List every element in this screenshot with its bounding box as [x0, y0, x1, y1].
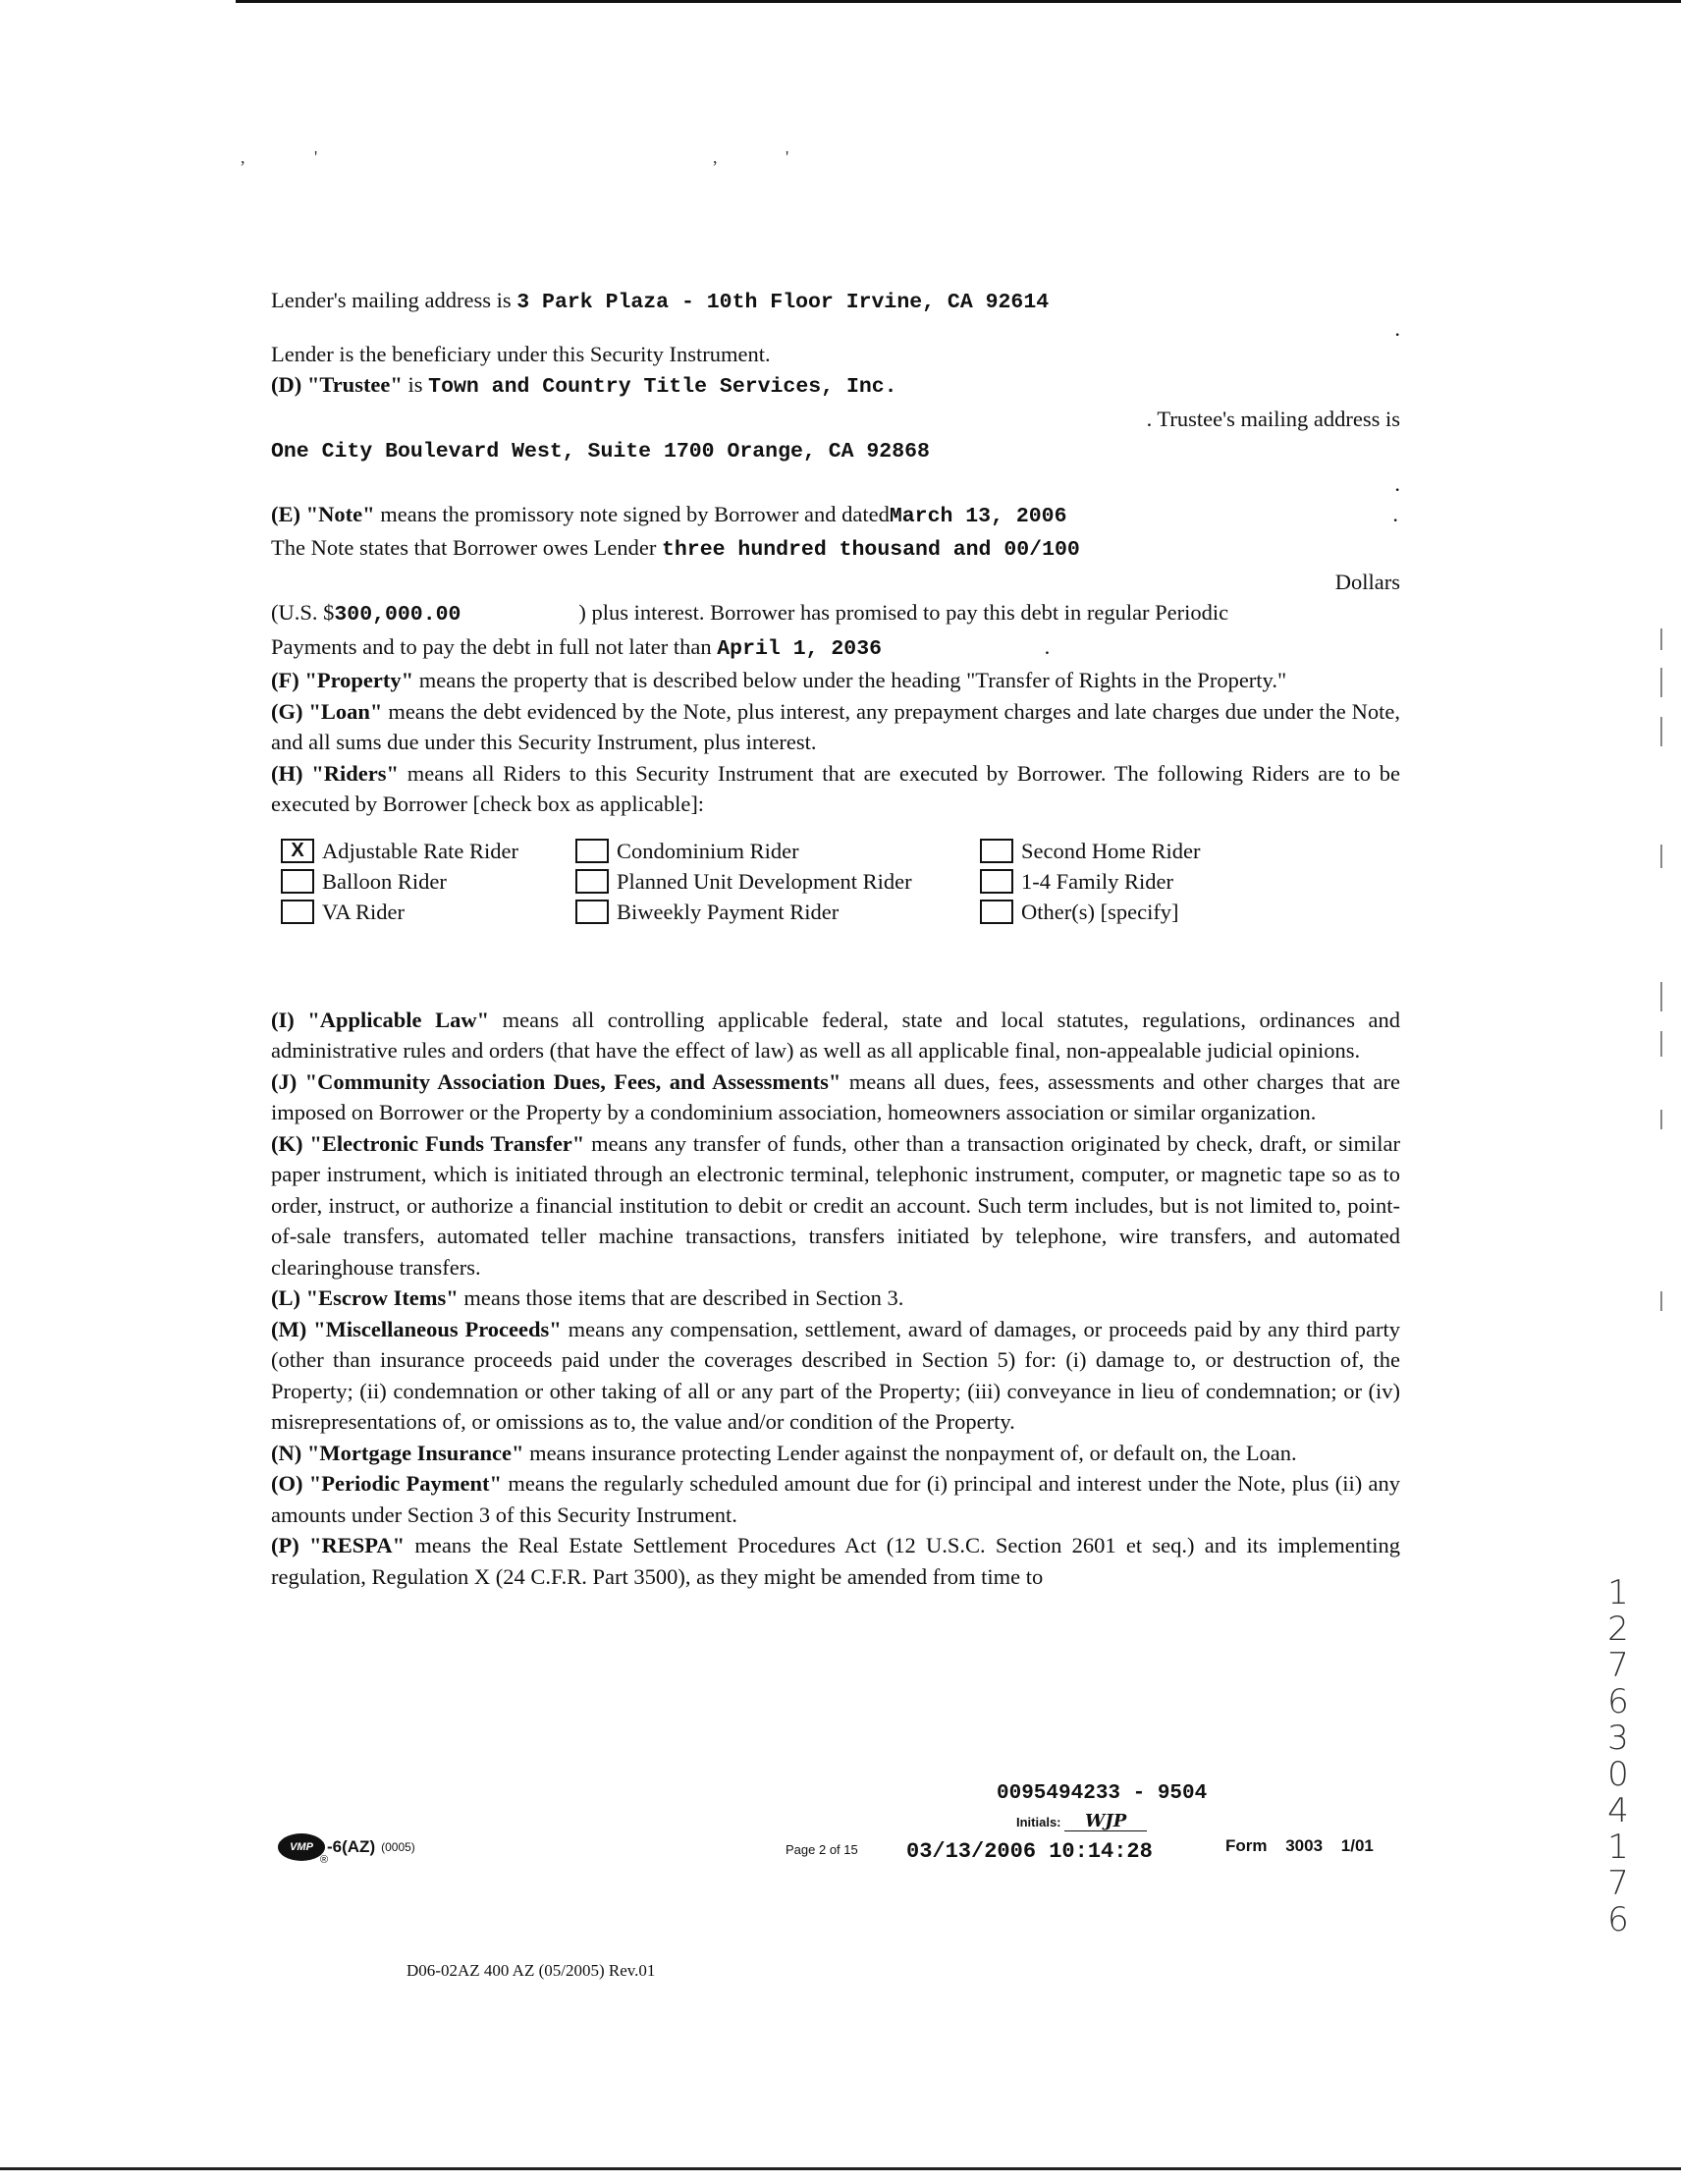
- rider-checkbox[interactable]: [575, 900, 609, 924]
- form-code: -6(AZ): [327, 1837, 376, 1856]
- rider-va[interactable]: VA Rider: [281, 897, 405, 927]
- stamp-digit: 1: [1607, 1573, 1629, 1612]
- definition-miscellaneous-proceeds: (M) "Miscellaneous Proceeds" means any compensation, settlement, award of damages, or proceeds paid by any third party (other than insurance proceeds paid under the coverages described in Section 5) for: (i) damage to, or destruction of, the Property; (ii) condemnation or other taking of all or any part of the Property; (iii) conveyance in lieu of condemnation; or (iv) misrepresentations of, or omissions as to, the value and/or condition of the Property.: [271, 1316, 1401, 1434]
- rider-checkbox[interactable]: X: [281, 839, 314, 863]
- registered-mark-icon: ®: [320, 1854, 329, 1866]
- note-maturity-date: April 1, 2036: [717, 636, 883, 661]
- rider-planned-unit-development[interactable]: Planned Unit Development Rider: [575, 866, 912, 897]
- riders-definition: (H) "Riders" means all Riders to this Security Instrument that are executed by Borrower. The following Riders are to be executed by Borrower [check box as applicable]:: [271, 760, 1400, 816]
- rider-checkbox[interactable]: [980, 869, 1013, 894]
- stamp-digit: 6: [1607, 1900, 1629, 1939]
- note-label: (E) "Note": [271, 501, 375, 526]
- trustee-address-line: [271, 434, 1400, 468]
- rider-checkbox[interactable]: [980, 900, 1013, 924]
- definition-electronic-funds-transfer: (K) "Electronic Funds Transfer" means any transfer of funds, other than a transaction originated by check, draft, or similar paper instrument, which is initiated through an electronic terminal, telephonic instrument, computer, or magnetic tape so as to order, instruct, or authorize a financial institution to debit or credit an account. Such term includes, but is not limited to, point-of-sale transfers, automated teller machine transactions, transfers initiated by telephone, wire transfers, and automated clearinghouse transfers.: [271, 1130, 1400, 1280]
- note-amount-words: three hundred thousand and 00/100: [662, 538, 1080, 562]
- rider-checkbox[interactable]: [575, 869, 609, 894]
- bottom-scan-border: [0, 2167, 1681, 2170]
- note-amount: 300,000.00: [334, 603, 461, 627]
- scan-speck: ,: [241, 147, 245, 167]
- rider-checkbox[interactable]: [980, 839, 1013, 863]
- scan-margin-mark: [1660, 628, 1662, 650]
- trustee-address: One City Boulevard West, Suite 1700 Orange, CA 92868: [271, 440, 930, 464]
- document-id: D06-02AZ 400 AZ (05/2005) Rev.01: [407, 1961, 656, 1980]
- note-amount-words-line: The Note states that Borrower owes Lender three hundred thousand and 00/100: [271, 535, 1080, 562]
- scan-margin-mark: [1660, 668, 1662, 697]
- note-maturity-line: Payments and to pay the debt in full not later than April 1, 2036 .: [271, 633, 1051, 661]
- note-definition-line: (E) "Note" means the promissory note signed by Borrower and datedMarch 13, 2006 .: [271, 501, 1398, 528]
- definition-escrow-items: (L) "Escrow Items" means those items that are described in Section 3.: [271, 1285, 904, 1310]
- scan-speck: ': [314, 147, 318, 167]
- trustee-name: Town and Country Title Services, Inc.: [428, 375, 897, 399]
- trustee-line: (D) "Trustee" is Town and Country Title Services, Inc.: [271, 372, 897, 399]
- scan-margin-mark: [1660, 982, 1662, 1011]
- scan-margin-mark: [1660, 1291, 1662, 1311]
- stamp-digit: 0: [1607, 1755, 1629, 1794]
- lender-address-line: [271, 285, 1400, 319]
- definition-applicable-law: (I) "Applicable Law" means all controlling applicable federal, state and local statutes, regulations, ordinances and administrative rules and orders (that have the effect of law) as well as all applicable final, non-appealable judicial opinions.: [271, 1007, 1400, 1063]
- initials-field: Initials: WJP: [1016, 1813, 1147, 1831]
- trustee-label: (D) "Trustee": [271, 372, 403, 397]
- scan-margin-mark: [1660, 1031, 1662, 1057]
- vmp-logo-badge: VMP: [278, 1833, 325, 1861]
- rider-condominium[interactable]: Condominium Rider: [575, 836, 799, 866]
- vmp-logo: [278, 1833, 415, 1861]
- stamp-digit: 7: [1607, 1864, 1629, 1903]
- rider-checkbox[interactable]: [575, 839, 609, 863]
- stamp-digit: 2: [1607, 1610, 1629, 1649]
- rider-adjustable-rate[interactable]: X Adjustable Rate Rider: [281, 836, 518, 866]
- rider-checkbox[interactable]: [281, 900, 314, 924]
- initials-signature: WJP: [1064, 1813, 1147, 1831]
- timestamp: 03/13/2006 10:14:28: [906, 1839, 1153, 1864]
- scan-margin-mark: [1660, 1110, 1662, 1129]
- rider-balloon[interactable]: Balloon Rider: [281, 866, 447, 897]
- dollars-label: Dollars: [1334, 569, 1400, 594]
- scan-margin-mark: [1660, 845, 1662, 868]
- definition-respa: (P) "RESPA" means the Real Estate Settlement Procedures Act (12 U.S.C. Section 2601 et seq.) and its implementing regulation, Regulation X (24 C.F.R. Part 3500), as they might be amended from time to: [271, 1533, 1400, 1589]
- riders-checklist: [271, 834, 1400, 932]
- page-number: Page 2 of 15: [786, 1842, 858, 1857]
- rider-second-home[interactable]: Second Home Rider: [980, 836, 1200, 866]
- trustee-mailing-label: . Trustee's mailing address is: [1146, 406, 1400, 431]
- rider-biweekly-payment[interactable]: Biweekly Payment Rider: [575, 897, 839, 927]
- loan-number: 0095494233 - 9504: [997, 1782, 1208, 1805]
- rider-checkbox[interactable]: [281, 869, 314, 894]
- stamp-digit: 6: [1607, 1682, 1629, 1721]
- note-date: March 13, 2006: [889, 504, 1067, 528]
- form-code-number: (0005): [381, 1840, 415, 1854]
- lender-beneficiary-line: Lender is the beneficiary under this Security Instrument.: [271, 341, 771, 366]
- document-body: Lender's mailing address is 3 Park Plaza - 10th Floor Irvine, CA 92614 . Lender is the beneficiary under this Security Instrument. (D) "Trustee" is Town and Country Title Services, Inc. . Trustee's mailing address is One City Boulevard West, Suite 1700 Orange, CA 92868 . (E) "Note" means the promissory note signed by Borrower and datedMarch 13, 2006 . The Note states that Borrower owes Lender three hundred thousand and 00/100 Dollars (U.S. $300,000.00 ) plus interest. Borrower has promised to pay this debt in regular Periodic Payments and to pay the debt in full not later than April 1, 2036 . (F) "Property" means the property that is described below under the heading "Transfer of Rights in the Property." (G) "Loan" means the debt evidenced by the Note, plus interest, any prepayment charges and late charges due under the Note, and all sums due under this Security Instrument, plus interest. (H) "Riders" means all Riders to this Security Instrument that are executed by Borrower. The following Riders are to be executed by Borrower [check box as applicable]: X Adjustable Rate Rider Balloon Rider VA Rider Condominium Rider Planned Unit Development Rider Biweekly Payment Rider Second Home Rider 1-4 Family Rider Other(s) [specify] (I) "Applicable Law" means all controlling applicable federal, state and local statutes, regulations, ordinances and administrative rules and orders (that have the effect of law) as well as all applicable final, non-appealable judicial opinions. (J) "Community Association Dues, Fees, and Assessments" means all dues, fees, assessments and other charges that are imposed on Borrower or the Property by a condominium association, homeowners association or similar organization. (K) "Electronic Funds Transfer" means any transfer of funds, other than a transaction originated by check, draft, or similar paper instrument, which is initiated through an electronic terminal, telephonic instrument, computer, or magnetic tape so as to order, instruct, or authorize a financial institution to debit or credit an account. Such term includes, but is not limited to, point-of-sale transfers, automated teller machine transactions, transfers initiated by telephone, wire transfers, and automated clearinghouse transfers. (L) "Escrow Items" means those items that are described in Section 3. (M) "Miscellaneous Proceeds" means any compensation, settlement, award of damages, or proceeds paid by any third party (other than insurance proceeds paid under the coverages described in Section 5) for: (i) damage to, or destruction of, the Property; (ii) condemnation or other taking of all or any part of the Property; (iii) conveyance in lieu of condemnation; or (iv) misrepresentations of, or omissions as to, the value and/or condition of the Property. (N) "Mortgage Insurance" means insurance protecting Lender against the nonpayment of, or default on, the Loan. (O) "Periodic Payment" means the regularly scheduled amount due for (i) principal and interest under the Note, plus (ii) any amounts under Section 3 of this Security Instrument. (P) "RESPA" means the Real Estate Settlement Procedures Act (12 U.S.C. Section 2601 et seq.) and its implementing regulation, Regulation X (24 C.F.R. Part 3500), as they might be amended from time to: [271, 285, 1400, 1592]
- stamp-digit: 7: [1607, 1646, 1629, 1685]
- top-scan-border: [236, 0, 1681, 3]
- property-definition: (F) "Property" means the property that is described below under the heading "Transfer of Rights in the Property.": [271, 668, 1287, 692]
- stamp-digit: 3: [1607, 1719, 1629, 1758]
- stamp-digit: 4: [1607, 1791, 1629, 1830]
- form-number: Form 3003 1/01: [1225, 1836, 1374, 1855]
- note-amount-line: (U.S. $300,000.00 ) plus interest. Borrower has promised to pay this debt in regular Periodic: [271, 600, 1229, 627]
- scan-speck: ': [786, 147, 789, 167]
- rider-1-4-family[interactable]: 1-4 Family Rider: [980, 866, 1173, 897]
- stamp-digit: 1: [1607, 1828, 1629, 1867]
- definition-mortgage-insurance: (N) "Mortgage Insurance" means insurance protecting Lender against the nonpayment of, or default on, the Loan.: [271, 1440, 1297, 1465]
- recording-number-stamp: [1599, 1575, 1638, 1938]
- definition-community-association-dues: (J) "Community Association Dues, Fees, and Assessments" means all dues, fees, assessments and other charges that are imposed on Borrower or the Property by a condominium association, homeowners association or similar organization.: [271, 1068, 1401, 1124]
- scan-margin-mark: [1660, 717, 1662, 746]
- loan-definition: (G) "Loan" means the debt evidenced by the Note, plus interest, any prepayment charges and late charges due under the Note, and all sums due under this Security Instrument, plus interest.: [271, 698, 1401, 754]
- definition-periodic-payment: (O) "Periodic Payment" means the regularly scheduled amount due for (i) principal and interest under the Note, plus (ii) any amounts under Section 3 of this Security Instrument.: [271, 1471, 1401, 1527]
- scan-speck: ,: [713, 147, 718, 167]
- rider-other[interactable]: Other(s) [specify]: [980, 897, 1179, 927]
- lender-address-value: 3 Park Plaza - 10th Floor Irvine, CA 92614: [516, 291, 1050, 314]
- lender-address-label: Lender's mailing address is: [271, 288, 512, 312]
